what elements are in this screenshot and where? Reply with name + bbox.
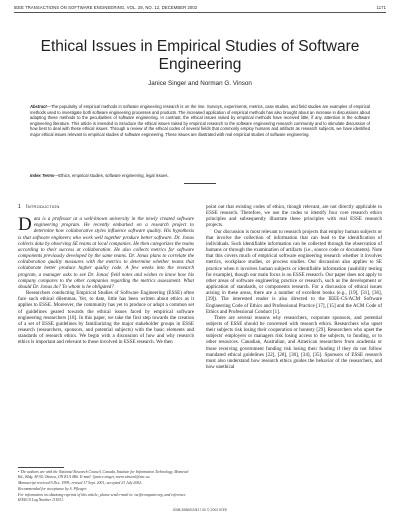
index-terms-label: Index Terms [30, 173, 55, 178]
intro-text: ata is a professor at a well-known university in the newly created software engineering program. He recently embarked on a research project to determine how collaborative styles influence software quality. His hypothesis is that software engineers who work well together produce better software. Dr. Jonas collects data by observing SE teams at local companies. He then categorizes the teams according to their success at collaboration. He also collects metrics for software components previously developed by the same teams. Dr. Jonas plans to correlate the collaboration quality measures with the metrics to determine whether teams that collaborate better produce higher quality code. A few weeks into the research program, a manager asks to see Dr. Jonas' field notes and wishes to know how his company compares to the other companies regarding the metrics assessment. What should Dr. Jonas do? To whom is he obligated? [18, 216, 194, 290]
footnote-recommended: Recommended for acceptance by S. Pfleeger. [18, 487, 88, 492]
section-divider [184, 183, 216, 184]
paper-authors: Janice Singer and Norman G. Vinson [148, 80, 252, 87]
page-number: 1171 [376, 5, 386, 10]
abstract [30, 104, 370, 137]
abstract-label: Abstract [30, 104, 47, 109]
section-title: Introduction [26, 204, 60, 210]
footnote-received: Manuscript received 9 Dec. 1999; revised 17 Sept. 2001; accepted 23 July 2002. [18, 480, 143, 485]
index-terms [30, 173, 370, 178]
footnote-affiliation: • The authors are with the National Research Council, Canada, Institute for Information Technology, Montreal Rd., Bldg. M-50, Ottawa, ON K1A 0R6. E-mail: {janice.singer, norm.vinson}@nrc.ca. [18, 470, 189, 479]
left-column [18, 204, 194, 345]
footnote-reprints: For information on obtaining reprints of this article, please send e-mail to: tse@computer.org, and reference IEEECS Log Number 111031. [18, 493, 186, 503]
footnote-affiliation-text: The authors are with the National Research Council, Canada, Institute for Information Technology, Montreal Rd., Bldg. M-50, Ottawa, ON K1A 0R6. E-mail: {janice.singer, norm.vinson}@nrc.ca. [18, 470, 189, 479]
right-column [206, 204, 382, 370]
footnote-rule [18, 467, 64, 468]
section-number: 1 [18, 204, 22, 210]
journal-citation: IEEE TRANSACTIONS ON SOFTWARE ENGINEERING, VOL. 28, NO. 12, DECEMBER 2002 [14, 5, 198, 10]
footnotes [18, 470, 194, 504]
body-paragraph: point out that existing codes of ethics, though relevant, are not directly applicable to ESSE research. Therefore, we use the codes to identify four core research ethics principles and subsequently illustrate these principles with real ESSE research projects. [206, 204, 382, 229]
paper-title: Ethical Issues in Empirical Studies of Software Engineering [40, 38, 360, 73]
drop-cap: D [18, 214, 32, 236]
index-terms-text: —Ethics, empirical studies, software engineering, legal issues. [54, 173, 169, 178]
body-paragraph: Researchers conducting Empirical Studies of Software Engineering (ESSE) often face such ethical dilemmas. Yet, to date, little has been written about ethics as it applies to ESSE. Moreover, the community has yet to produce or adopt a common set of guidelines geared towards the ethical issues faced by empirical software engineering researchers [18]. In this paper, we take the first step towards the creation of a set of ESSE guidelines by familiarizing the major stakeholder groups in ESSE research (researchers, sponsors, and potential subjects) with the basic elements and standards of research ethics. We begin with a discussion of how and why research ethics is important and relevant to those involved in ESSE research. We then [18, 290, 194, 346]
abstract-text: —The popularity of empirical methods in software engineering research is on the rise. Surveys, experiments, metrics, case studies, and field studies are examples of empirical methods used to investigate both software engineering processes and products. The increased application of empirical methods has also brought about an increase in discussions about adapting these methods to the peculiarities of software engineering. In contrast, the ethical issues raised by empirical methods have received little, if any, attention in the software engineering literature. This article is intended to introduce the ethical issues raised by empirical research to the software engineering research community and to stimulate discussion of how best to deal with these ethical issues. Through a review of the ethical codes of several fields that commonly employ humans and artifacts as research subjects, we have identified major ethical issues relevant to empirical studies of software engineering. These issues are illustrated with real empirical studies of software engineering. [30, 104, 370, 137]
body-paragraph: There are several reasons why researchers, corporate sponsors, and potential subjects of ESSE should be concerned with research ethics. Researchers who upset their subjects risk losing their cooperation or honesty [29]. Researchers who upset the subjects' employers or managers risk losing access to the subjects, to funding, or to other resources. Canadian, Australian, and American researchers from academia or those receiving government funding risk losing their funding if they do not follow mandated ethical guidelines [22], [28], [30], [34], [35]. Sponsors of ESSE research must also understand how research ethics guides the behavior of the researchers, and how unethical [206, 314, 382, 371]
intro-paragraph [18, 216, 194, 290]
section-heading [18, 204, 194, 210]
body-paragraph: Our discussion is most relevant to research projects that employ human subjects or that involve the collection of information that can lead to the identification of individuals. Such identifiable information can be collected through the observation of humans or through the examination of artifacts (i.e., source code or documents). Note that this covers much of empirical software engineering research whether it involves metrics, workplace studies, or process studies. Our discussion also applies to SE practice when it involves human subjects or identifiable information (usability testing for example), though our main focus is on ESSE research. Our paper does not apply to other areas of software engineering practice or research, such as the development or application of standards, or components research. For a discussion of ethical issues arising in these areas, there are a number of excellent books (e.g., [19], [31], [36], [39]). The interested reader is also directed to the IEEE-CS/ACM Software Engineering Code of Ethics and Professional Practice [17], [15] and the ACM Code of Ethics and Professional Conduct [1]. [206, 228, 382, 315]
header-rule [14, 12, 386, 13]
copyright-footer: 0098-5589/02/$17.00 © 2002 IEEE [172, 508, 228, 512]
